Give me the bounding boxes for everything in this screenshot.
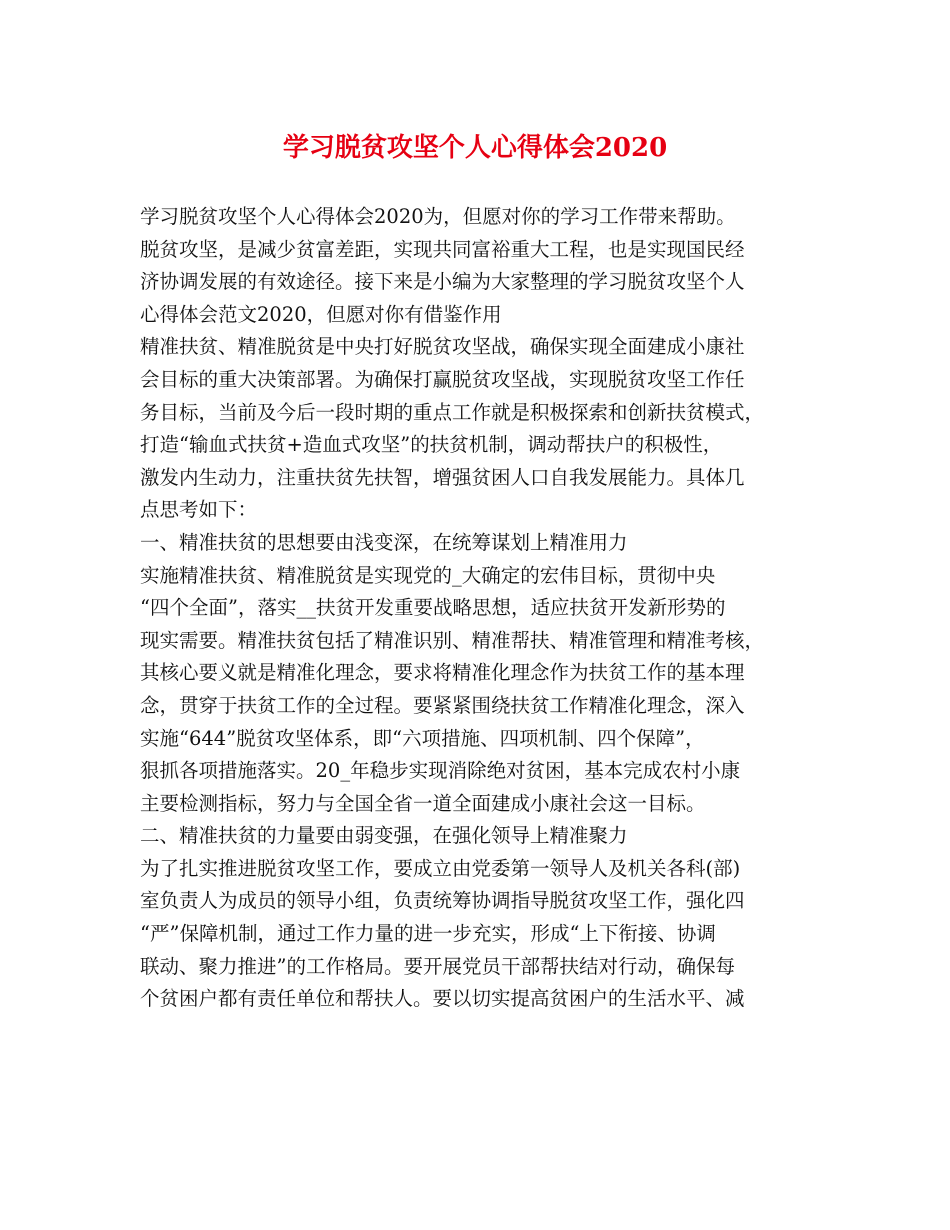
text-line: 个贫困户都有责任单位和帮扶人。要以切实提高贫困户的生活水平、减 [140, 987, 745, 1011]
text-line: 念，贯穿于扶贫工作的全过程。要紧紧围绕扶贫工作精准化理念，深入 [140, 693, 745, 717]
text-line: “严”保障机制，通过工作力量的进一步充实，形成“上下衔接、协调 [140, 922, 716, 946]
document-body [140, 201, 830, 1016]
text-line: 联动、聚力推进”的工作格局。要开展党员干部帮扶结对行动，确保每 [140, 954, 735, 978]
text-line: 打造“输血式扶贫+造血式攻坚”的扶贫机制，调动帮扶户的积极性， [140, 433, 723, 457]
text-line: 心得体会范文2020，但愿对你有借鉴作用 [140, 302, 502, 326]
text-line: 激发内生动力，注重扶贫先扶智，增强贫困人口自我发展能力。具体几 [140, 465, 745, 489]
text-line: 为了扎实推进脱贫攻坚工作，要成立由党委第一领导人及机关各科(部) [140, 856, 741, 880]
text-line: 济协调发展的有效途径。接下来是小编为大家整理的学习脱贫攻坚个人 [140, 270, 745, 294]
text-line: 一、精准扶贫的思想要由浅变深，在统筹谋划上精准用力 [140, 530, 628, 554]
text-line: 脱贫攻坚，是减少贫富差距，实现共同富裕重大工程，也是实现国民经 [140, 237, 745, 261]
text-line: 其核心要义就是精准化理念，要求将精准化理念作为扶贫工作的基本理 [140, 661, 745, 685]
text-line: “四个全面”，落实__扶贫开发重要战略思想，适应扶贫开发新形势的 [140, 596, 726, 620]
text-line: 实施“644”脱贫攻坚体系，即“六项措施、四项机制、四个保障”， [140, 726, 705, 750]
text-line: 狠抓各项措施落实。20_年稳步实现消除绝对贫困，基本完成农村小康 [140, 759, 741, 783]
text-line: 实施精准扶贫、精准脱贫是实现党的_大确定的宏伟目标，贯彻中央 [140, 563, 716, 587]
text-line: 二、精准扶贫的力量要由弱变强，在强化领导上精准聚力 [140, 824, 628, 848]
text-line: 务目标，当前及今后一段时期的重点工作就是积极探索和创新扶贫模式， [140, 400, 765, 424]
text-line: 精准扶贫、精准脱贫是中央打好脱贫攻坚战，确保实现全面建成小康社 [140, 335, 745, 359]
text-line: 主要检测指标，努力与全国全省一道全面建成小康社会这一目标。 [140, 791, 706, 815]
text-line: 室负责人为成员的领导小组，负责统筹协调指导脱贫攻坚工作，强化四 [140, 889, 745, 913]
text-line: 学习脱贫攻坚个人心得体会2020为，但愿对你的学习工作带来帮助。 [140, 205, 736, 228]
text-line: 点思考如下： [140, 498, 258, 522]
text-line: 现实需要。精准扶贫包括了精准识别、精准帮扶、精准管理和精准考核， [140, 628, 765, 652]
document-title: 学习脱贫攻坚个人心得体会2020 [282, 133, 668, 163]
text-line: 会目标的重大决策部署。为确保打赢脱贫攻坚战，实现脱贫攻坚工作任 [140, 367, 745, 391]
